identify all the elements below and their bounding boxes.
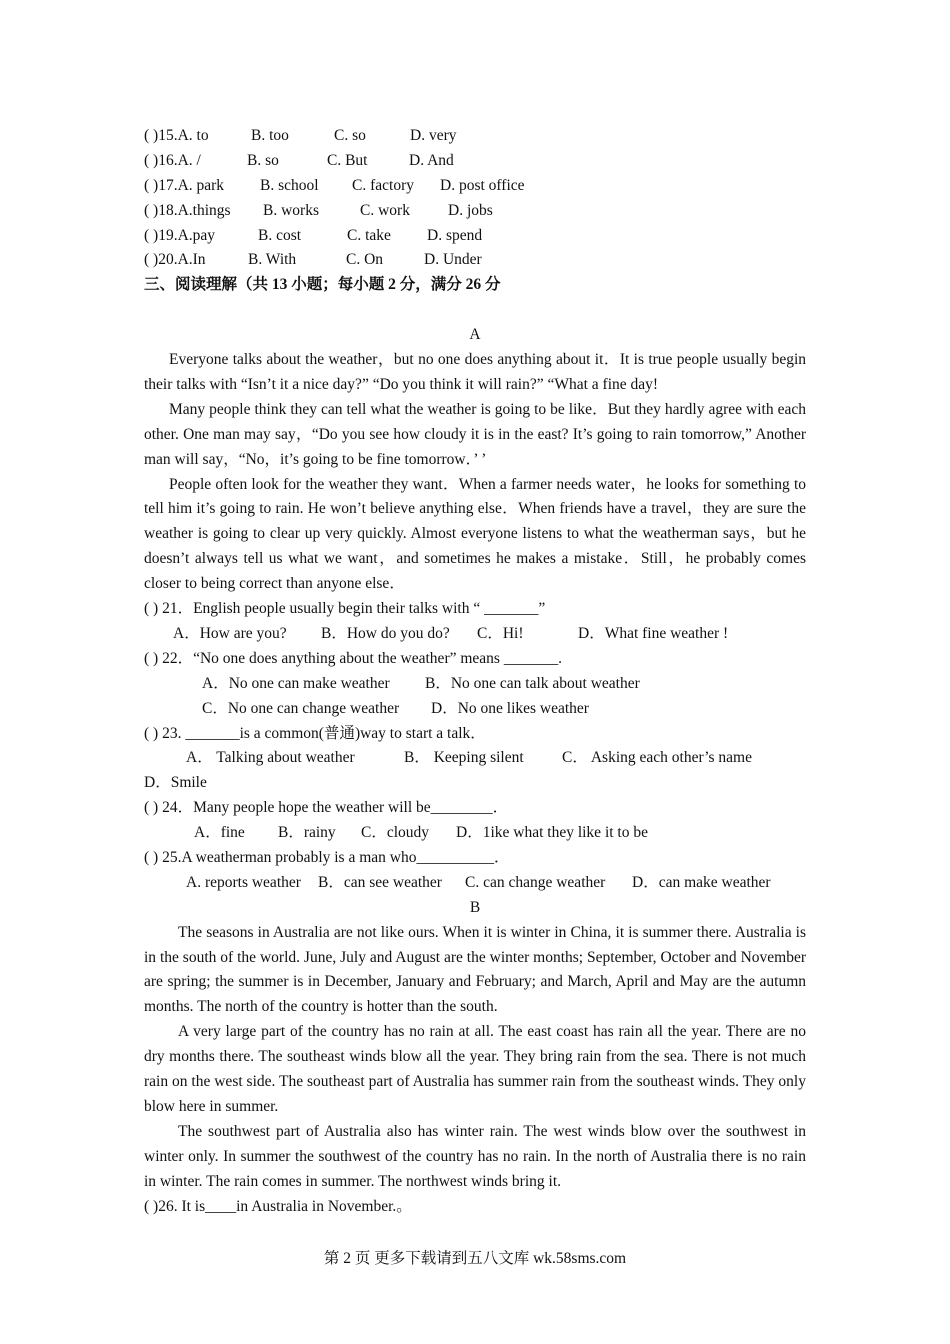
question-16 bbox=[144, 149, 806, 174]
question-19 bbox=[144, 224, 806, 249]
q24-option-d: D．1ike what they like it to be bbox=[456, 824, 648, 842]
q21-option-d: D．What fine weather ! bbox=[578, 624, 729, 642]
passage-b-paragraph-3: The southwest part of Australia also has winter rain. The west winds blow over the southwest in winter only. In summer the southwest of the country has no rain. In the north of Australia there is no rain in winter. The rain comes in summer. The northwest winds bring it. bbox=[144, 1122, 806, 1190]
q23-options-row-1 bbox=[144, 746, 806, 771]
page-footer: 第 2 页 更多下载请到五八文库 wk.58sms.com bbox=[323, 1250, 627, 1267]
q22-options-row-2 bbox=[144, 697, 806, 722]
q22-stem: ( ) 22．“No one does anything about the weather” means _______. bbox=[144, 649, 562, 667]
q23-stem: ( ) 23. _______is a common(普通)way to start a talk． bbox=[144, 724, 486, 742]
q24-option-c: C．cloudy bbox=[361, 824, 430, 842]
q25-option-c: C. can change weather bbox=[465, 873, 606, 891]
q25-option-b: B．can see weather bbox=[318, 873, 442, 891]
passage-a-paragraph-3: People often look for the weather they want．When a farmer needs water，he looks for something to tell him it’s going to rain. He won’t believe anything else．When friends have a travel，they are sure the weather is going to clear up very quickly. Almost everyone listens to what the weatherman says，but he doesn’t always tell us what we want，and sometimes he makes a mistake．Still，he probably comes closer to being correct than anyone else． bbox=[144, 475, 806, 593]
q23-options-row-2 bbox=[144, 771, 806, 796]
q25-option-a: A. reports weather bbox=[186, 873, 301, 891]
passage-b-paragraph-2: A very large part of the country has no rain at all. The east coast has rain all the year. There are no dry months there. The southeast winds blow all the year. They bring rain from the sea. There is not much rain on the west side. The southeast part of Australia has summer rain from the southeast winds. They only blow here in summer. bbox=[144, 1023, 806, 1115]
q22-options-row-1 bbox=[144, 672, 806, 697]
q22-option-d: D．No one likes weather bbox=[431, 699, 589, 717]
q19-option-c: C. take bbox=[347, 226, 391, 244]
q21-option-c: C．Hi! bbox=[477, 624, 524, 642]
passage-b-paragraph-1: The seasons in Australia are not like ours. When it is winter in China, it is summer there. Australia is in the south of the world. June, July and August are the winter months; September, October and November are spring; the summer is in December, January and February; and March, April and May are the autumn months. The north of the country is hotter than the south. bbox=[144, 923, 806, 1016]
q23-option-a: A． Talking about weather bbox=[186, 749, 355, 767]
q24-stem: ( ) 24．Many people hope the weather will be________． bbox=[144, 799, 509, 817]
q23-option-d: D．Smile bbox=[144, 774, 207, 792]
q20-option-d: D. Under bbox=[424, 251, 482, 269]
q25-option-d: D．can make weather bbox=[632, 873, 771, 891]
q16-option-b: B. so bbox=[247, 151, 279, 169]
q18-option-a: ( )18.A.things bbox=[144, 201, 231, 219]
q21-options bbox=[144, 622, 806, 647]
question-17 bbox=[144, 174, 806, 199]
passage-a-paragraph-1: Everyone talks about the weather，but no one does anything about it．It is true people usually begin their talks with “Isn’t it a nice day?” “Do you think it will rain?” “What a fine day! bbox=[144, 351, 806, 393]
q15-option-d: D. very bbox=[410, 127, 457, 144]
q21-option-b: B．How do you do? bbox=[321, 624, 450, 642]
q24-option-a: A．fine bbox=[194, 824, 245, 842]
q17-option-d: D. post office bbox=[440, 176, 525, 194]
q16-option-a: ( )16.A. / bbox=[144, 151, 201, 169]
question-15 bbox=[144, 124, 806, 149]
q18-option-c: C. work bbox=[360, 201, 410, 219]
question-20 bbox=[144, 248, 806, 273]
q21-option-a: A．How are you? bbox=[173, 624, 287, 642]
q23-option-c: C． Asking each other’s name bbox=[562, 749, 752, 767]
section-heading: 三、阅读理解（共 13 小题；每小题 2 分，满分 26 分 bbox=[144, 276, 501, 294]
q17-option-a: ( )17.A. park bbox=[144, 176, 225, 194]
q15-option-c: C. so bbox=[334, 127, 366, 144]
passage-a-paragraph-2: Many people think they can tell what the weather is going to be like．But they hardly agree with each other. One man may say，“Do you see how cloudy it is in the east? It’s going to rain tomorrow,” Another man will say，“No，it’s going to be fine tomorrow．’ ’ bbox=[144, 400, 806, 468]
q18-option-b: B. works bbox=[263, 201, 319, 219]
passage-b-title: B bbox=[469, 898, 481, 916]
q17-option-c: C. factory bbox=[352, 176, 414, 194]
q15-option-a: ( )15.A. to bbox=[144, 127, 209, 144]
q18-option-d: D. jobs bbox=[448, 201, 493, 219]
question-18 bbox=[144, 199, 806, 224]
document-page bbox=[144, 124, 806, 1220]
spacer bbox=[144, 298, 806, 323]
passage-a-title: A bbox=[469, 326, 481, 344]
q20-option-b: B. With bbox=[248, 251, 297, 269]
q16-option-c: C. But bbox=[327, 151, 368, 169]
q24-options bbox=[144, 821, 806, 846]
q19-option-b: B. cost bbox=[258, 226, 302, 244]
q24-option-b: B．rainy bbox=[278, 824, 336, 842]
q23-option-b: B． Keeping silent bbox=[404, 749, 524, 767]
q19-option-a: ( )19.A.pay bbox=[144, 226, 216, 244]
q20-option-c: C. On bbox=[346, 251, 384, 269]
q15-option-b: B. too bbox=[251, 127, 289, 144]
q22-option-b: B．No one can talk about weather bbox=[425, 674, 640, 692]
q17-option-b: B. school bbox=[260, 176, 319, 194]
q19-option-d: D. spend bbox=[427, 226, 483, 244]
q25-options bbox=[144, 871, 806, 896]
q20-option-a: ( )20.A.In bbox=[144, 251, 206, 269]
q21-stem: ( ) 21．English people usually begin their talks with “ _______” bbox=[144, 600, 546, 618]
q26-stem: ( )26. It is____in Australia in November.。 bbox=[144, 1197, 412, 1215]
q16-option-d: D. And bbox=[409, 151, 454, 169]
q22-option-a: A．No one can make weather bbox=[202, 674, 390, 692]
q25-stem: ( ) 25.A weatherman probably is a man who__________． bbox=[144, 848, 510, 866]
q22-option-c: C．No one can change weather bbox=[202, 699, 400, 717]
